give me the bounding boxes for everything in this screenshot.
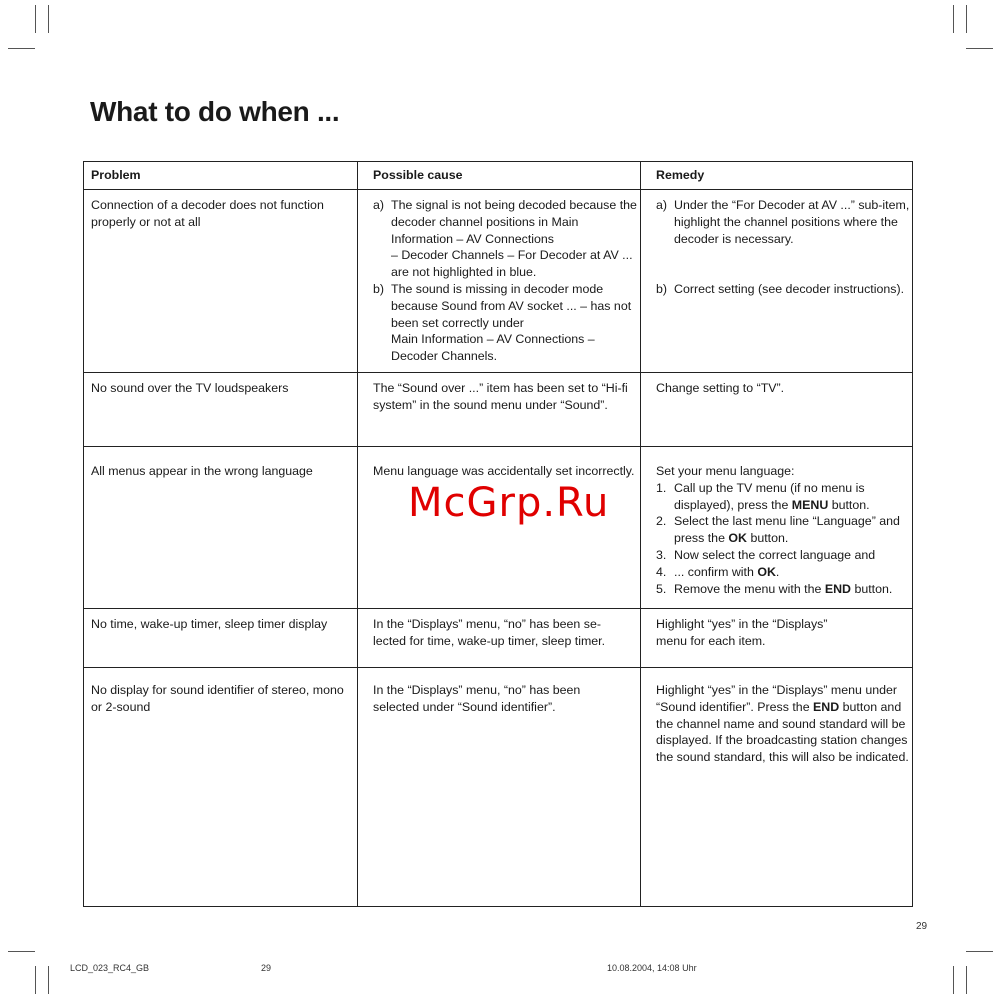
cell-text: Select the last menu line “Language” and (674, 514, 900, 529)
cell-text: button. (851, 581, 893, 596)
table-row (84, 667, 912, 906)
step-number: 5. (656, 581, 667, 596)
cell-text: properly or not at all (91, 214, 201, 229)
key-name: OK (728, 531, 748, 546)
step-number: 3. (656, 547, 667, 562)
troubleshooting-table (83, 161, 913, 907)
crop-mark (35, 966, 36, 994)
crop-mark (966, 5, 967, 33)
cell-text: button. (747, 531, 789, 546)
table-row (84, 372, 912, 447)
cell-text: Correct setting (see decoder instructions). (674, 281, 905, 296)
cause-cell (357, 190, 640, 373)
cell-text: Call up the TV menu (if no menu is (674, 480, 865, 495)
cell-text: No display for sound identifier of stereo, mono (91, 683, 344, 697)
crop-mark (966, 48, 993, 49)
problem-cell (84, 609, 357, 668)
remedy-cell (640, 190, 912, 373)
item-label: a) (656, 198, 668, 212)
cell-text: displayed. If the broadcasting station changes (656, 733, 908, 748)
problem-cell (84, 668, 357, 906)
cell-text: – Decoder Channels – For Decoder at AV ... (391, 248, 633, 263)
cell-text: Information – AV Connections (391, 231, 555, 246)
column-header-cause: Possible cause (357, 162, 640, 189)
cell-text: Highlight “yes” in the “Displays” (656, 617, 828, 631)
step-number: 1. (656, 480, 667, 495)
cell-text: press the (674, 531, 729, 546)
cell-text: menu for each item. (656, 633, 766, 648)
cell-text: Now select the correct language and (674, 547, 876, 562)
cell-text: . (775, 564, 780, 579)
remedy-cell (640, 447, 912, 609)
key-name: END (824, 581, 852, 596)
footer-filename: LCD_023_RC4_GB (70, 963, 150, 973)
cell-text: “Sound identifier”. Press the (656, 699, 814, 714)
cell-text: Remove the menu with the (674, 581, 825, 596)
crop-mark (8, 951, 35, 952)
crop-mark (966, 966, 967, 994)
key-name: OK (757, 564, 776, 579)
cell-text: the channel name and sound standard will be (656, 716, 906, 731)
cell-text: Set your menu language: (656, 464, 795, 478)
cause-cell (357, 447, 640, 609)
table-row (84, 446, 912, 609)
step-number: 2. (656, 514, 667, 529)
cell-text: highlight the channel positions where the (674, 214, 898, 229)
cell-text: selected under “Sound identifier”. (373, 699, 556, 714)
cell-text: No time, wake-up timer, sleep timer display (91, 617, 328, 631)
cell-text: the sound standard, this will also be indicated. (656, 750, 909, 765)
cell-text: Change setting to “TV”. (656, 381, 785, 395)
cause-cell (357, 373, 640, 447)
cell-text: lected for time, wake-up timer, sleep timer. (373, 633, 606, 648)
cell-text: decoder is necessary. (674, 231, 794, 246)
crop-mark (35, 5, 36, 33)
table-header-row (84, 162, 912, 189)
page-title: What to do when ... (90, 96, 340, 127)
crop-mark (953, 966, 954, 994)
cell-text: The “Sound over ...” item has been set to “Hi-fi (373, 381, 628, 395)
footer-page: 29 (261, 963, 272, 973)
cell-text: In the “Displays” menu, “no” has been (373, 683, 581, 697)
table-row (84, 189, 912, 373)
crop-mark (48, 5, 49, 33)
column-header-problem: Problem (91, 168, 141, 182)
step-number: 4. (656, 564, 667, 579)
key-name: END (813, 699, 840, 714)
cell-text: Menu language was accidentally set incorrectly. (373, 464, 635, 478)
cell-text: button. (828, 497, 870, 512)
cell-text: system” in the sound menu under “Sound”. (373, 397, 608, 412)
crop-mark (953, 5, 954, 33)
column-header-remedy: Remedy (640, 162, 912, 189)
cell-text: All menus appear in the wrong language (91, 464, 313, 478)
cell-text: Highlight “yes” in the “Displays” menu under (656, 683, 898, 697)
cause-cell (357, 609, 640, 668)
item-label: a) (373, 198, 385, 212)
item-label: b) (373, 281, 385, 296)
cell-text: or 2-sound (91, 699, 151, 714)
crop-mark (966, 951, 993, 952)
cell-text: button and (839, 699, 902, 714)
cell-text: Connection of a decoder does not function (91, 198, 324, 212)
watermark: McGrp.Ru (408, 480, 610, 526)
remedy-cell (640, 668, 912, 906)
cell-text: Decoder Channels. (391, 349, 498, 364)
cell-text: displayed), press the (674, 497, 792, 512)
cell-text: Main Information – AV Connections – (391, 332, 595, 347)
cell-text: The signal is not being decoded because the (391, 198, 637, 212)
remedy-cell (640, 609, 912, 668)
cell-text: decoder channel positions in Main (391, 214, 579, 229)
problem-cell (84, 190, 357, 373)
item-label: b) (656, 281, 668, 296)
page-number: 29 (916, 921, 928, 932)
footer-timestamp: 10.08.2004, 14:08 Uhr (607, 963, 697, 973)
cell-text: In the “Displays” menu, “no” has been se- (373, 617, 601, 631)
cell-text: No sound over the TV loudspeakers (91, 381, 289, 395)
key-name: MENU (791, 497, 829, 512)
cell-text: are not highlighted in blue. (391, 265, 537, 280)
problem-cell (84, 373, 357, 447)
cell-text: The sound is missing in decoder mode (391, 281, 604, 296)
cell-text: been set correctly under (391, 315, 524, 330)
cell-text: ... confirm with (674, 564, 758, 579)
problem-cell (84, 447, 357, 609)
crop-mark (48, 966, 49, 994)
cell-text: because Sound from AV socket ... – has not (391, 298, 632, 313)
cause-cell (357, 668, 640, 906)
crop-mark (8, 48, 35, 49)
remedy-cell (640, 373, 912, 447)
cell-text: Under the “For Decoder at AV ...” sub-item, (674, 198, 910, 212)
table-row (84, 608, 912, 668)
